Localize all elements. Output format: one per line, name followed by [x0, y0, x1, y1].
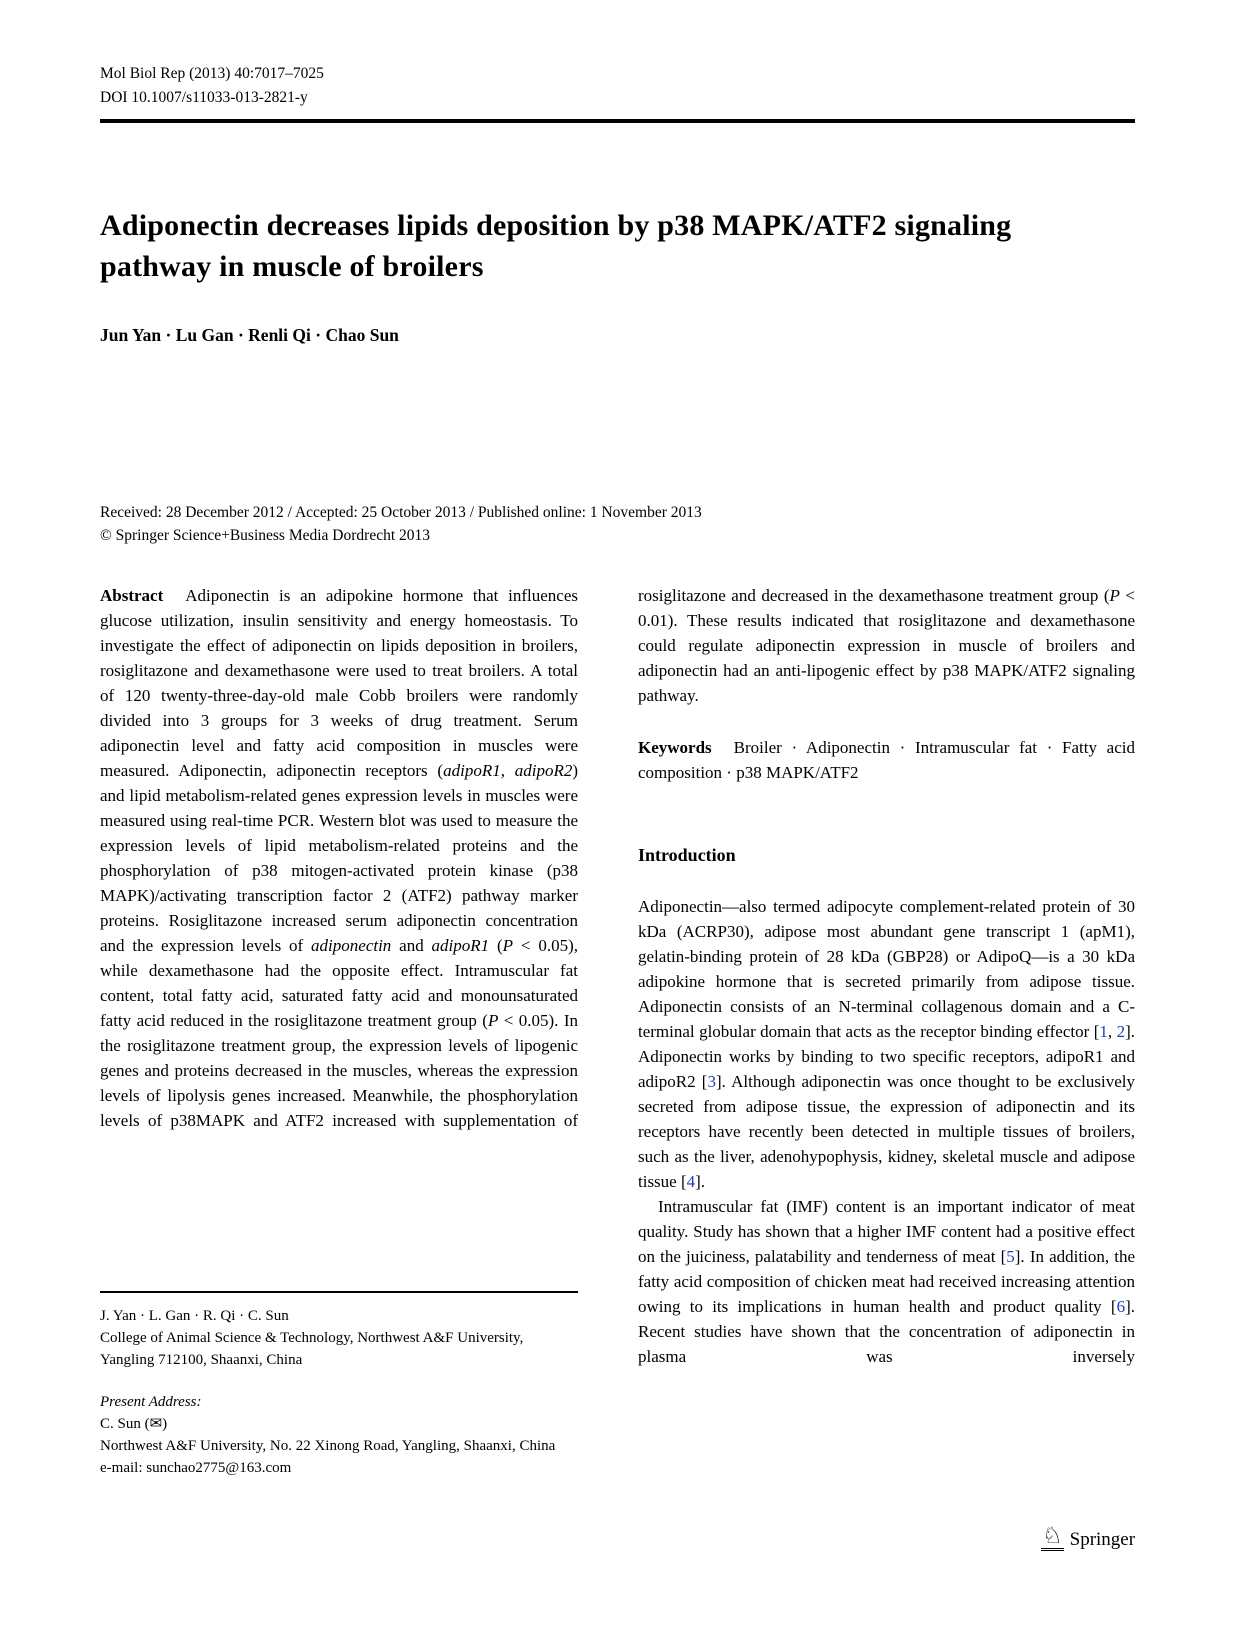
gene-name-adipoR1: adipoR1	[431, 936, 490, 955]
intro-paragraph-2	[638, 1194, 1135, 1369]
abstract-text: < 0.05), while dexamethasone had the opposite effect. Intramuscular fat content, total fatty acid, saturated fatty acid and monounsaturated fatty acid reduced in the rosiglitazone treatment group (	[100, 936, 578, 1030]
keywords-text: Broiler · Adiponectin · Intramuscular fat · Fatty acid composition · p38 MAPK/ATF2	[638, 738, 1135, 782]
springer-knight-icon: ♘	[1041, 1524, 1064, 1551]
corresponding-author-name: C. Sun (	[100, 1416, 150, 1432]
abstract-continuation-paragraph	[638, 583, 1135, 708]
footnote-spacer	[100, 1371, 578, 1391]
abstract-text: ,	[500, 761, 515, 780]
footnote-affiliation: College of Animal Science & Technology, Northwest A&F University, Yangling 712100, Shaanxi, China	[100, 1330, 524, 1368]
corresponding-author-line	[100, 1413, 578, 1435]
abstract-label: Abstract	[100, 586, 164, 605]
intro-text: ].	[695, 1172, 706, 1191]
intro-text: ]. Adiponectin works by binding to two specific receptors, adipoR1 and adipoR2 [	[638, 1022, 1136, 1091]
footnote-address: Northwest A&F University, No. 22 Xinong Road, Yangling, Shaanxi, China	[100, 1438, 556, 1454]
footnote-author-list: J. Yan · L. Gan · R. Qi · C. Sun	[100, 1308, 289, 1324]
copyright-line: © Springer Science+Business Media Dordrecht 2013	[100, 527, 431, 544]
intro-text: ]. Recent studies have shown that the concentration of adiponectin in plasma was inversely	[638, 1297, 1135, 1366]
journal-doi: DOI 10.1007/s11033-013-2821-y	[100, 89, 308, 106]
abstract-text: < 0.05). In the rosiglitazone treatment group, the expression levels of lipogenic genes and proteins decreased in the muscles, whereas the expression levels of lipolysis genes increased. Meanwhile, the phosphorylation levels of p38MAPK and ATF2 increased with supplementation of	[100, 1011, 578, 1130]
publication-dates	[100, 501, 702, 547]
intro-text: Intramuscular fat (IMF) content is an important indicator of meat quality. Study has shown that a higher IMF content had a positive effect on the juiciness, palatability and tenderness of meat [	[638, 1197, 1135, 1266]
section-heading-introduction: Introduction	[638, 845, 736, 865]
p-value-symbol: P	[502, 936, 514, 955]
gene-name-adipoR1: adipoR1	[443, 761, 501, 780]
gene-name-adiponectin: adiponectin	[311, 936, 392, 955]
header-rule	[100, 119, 1135, 123]
journal-header	[100, 62, 324, 110]
keywords-line	[638, 735, 1135, 785]
abstract-paragraph	[100, 583, 578, 1133]
p-value-symbol: P	[1109, 586, 1120, 605]
springer-wordmark: Springer	[1069, 1529, 1136, 1551]
journal-citation: Mol Biol Rep (2013) 40:7017–7025	[100, 65, 324, 82]
citation-ref-2[interactable]: 2	[1116, 1022, 1126, 1041]
keywords-label: Keywords	[638, 738, 712, 757]
springer-logo	[1041, 1524, 1135, 1551]
author-line: Jun Yan · Lu Gan · Renli Qi · Chao Sun	[100, 325, 399, 345]
abstract-text: (	[489, 936, 503, 955]
footnote-block	[100, 1291, 578, 1479]
right-column	[638, 583, 1135, 1369]
citation-ref-6[interactable]: 6	[1116, 1297, 1126, 1316]
citation-ref-5[interactable]: 5	[1006, 1247, 1015, 1266]
article-title: Adiponectin decreases lipids deposition by p38 MAPK/ATF2 signaling pathway in muscle of broilers	[100, 209, 1012, 283]
abstract-text: rosiglitazone and decreased in the dexamethasone treatment group (	[638, 586, 1110, 605]
intro-text: ,	[1107, 1022, 1117, 1041]
citation-ref-3[interactable]: 3	[707, 1072, 716, 1091]
abstract-text: Adiponectin is an adipokine hormone that influences glucose utilization, insulin sensitivity and energy homeostasis. To investigate the effect of adiponectin on lipids deposition in broilers, rosiglitazone and dexamethasone were used to treat broilers. A total of 120 twenty-three-day-old male Cobb broilers were randomly divided into 3 groups for 3 weeks of drug treatment. Serum adiponectin level and fatty acid composition in muscles were measured. Adiponectin, adiponectin receptors (	[100, 586, 578, 780]
abstract-text: < 0.01). These results indicated that rosiglitazone and dexamethasone could regulate adiponectin expression in muscle of broilers and adiponectin had an anti-lipogenic effect by p38 MAPK/ATF2 signaling pathway.	[638, 586, 1135, 705]
received-accepted-line: Received: 28 December 2012 / Accepted: 25 October 2013 / Published online: 1 November 2013	[100, 504, 702, 521]
intro-text: Adiponectin—also termed adipocyte complement-related protein of 30 kDa (ACRP30), adipose most abundant gene transcript 1 (apM1), gelatin-binding protein of 28 kDa (GBP28) or AdipoQ—is a 30 kDa adipokine hormone that is secreted primarily from adipose tissue. Adiponectin consists of an N-terminal collagenous domain and a C-terminal globular domain that acts as the receptor binding effector [	[638, 897, 1135, 1041]
intro-paragraph-1	[638, 894, 1135, 1194]
citation-ref-4[interactable]: 4	[686, 1172, 696, 1191]
corresponding-author-close: )	[162, 1416, 168, 1432]
gene-name-adipoR2: adipoR2	[514, 761, 573, 780]
envelope-icon: ✉	[149, 1416, 163, 1432]
footnote-email: e-mail: sunchao2775@163.com	[100, 1460, 292, 1476]
present-address-label: Present Address:	[100, 1394, 202, 1410]
left-column	[100, 583, 578, 1369]
citation-ref-1[interactable]: 1	[1099, 1022, 1108, 1041]
intro-text: ]. In addition, the fatty acid composition of chicken meat had received increasing attention owing to its implications in human health and product quality [	[638, 1247, 1135, 1316]
intro-text: ]. Although adiponectin was once thought to be exclusively secreted from adipose tissue, the expression of adiponectin and its receptors have recently been detected in multiple tissues of broilers, such as the liver, adenohypophysis, kidney, skeletal muscle and adipose tissue [	[638, 1072, 1135, 1191]
abstract-text: and	[391, 936, 432, 955]
abstract-text: ) and lipid metabolism-related genes expression levels in muscles were measured using real-time PCR. Western blot was used to measure the expression levels of lipid metabolism-related proteins and the phosphorylation of p38 mitogen-activated protein kinase (p38 MAPK)/activating transcription factor 2 (ATF2) pathway marker proteins. Rosiglitazone increased serum adiponectin concentration and the expression levels of	[100, 761, 579, 955]
p-value-symbol: P	[487, 1011, 499, 1030]
two-column-body	[100, 583, 1135, 1369]
